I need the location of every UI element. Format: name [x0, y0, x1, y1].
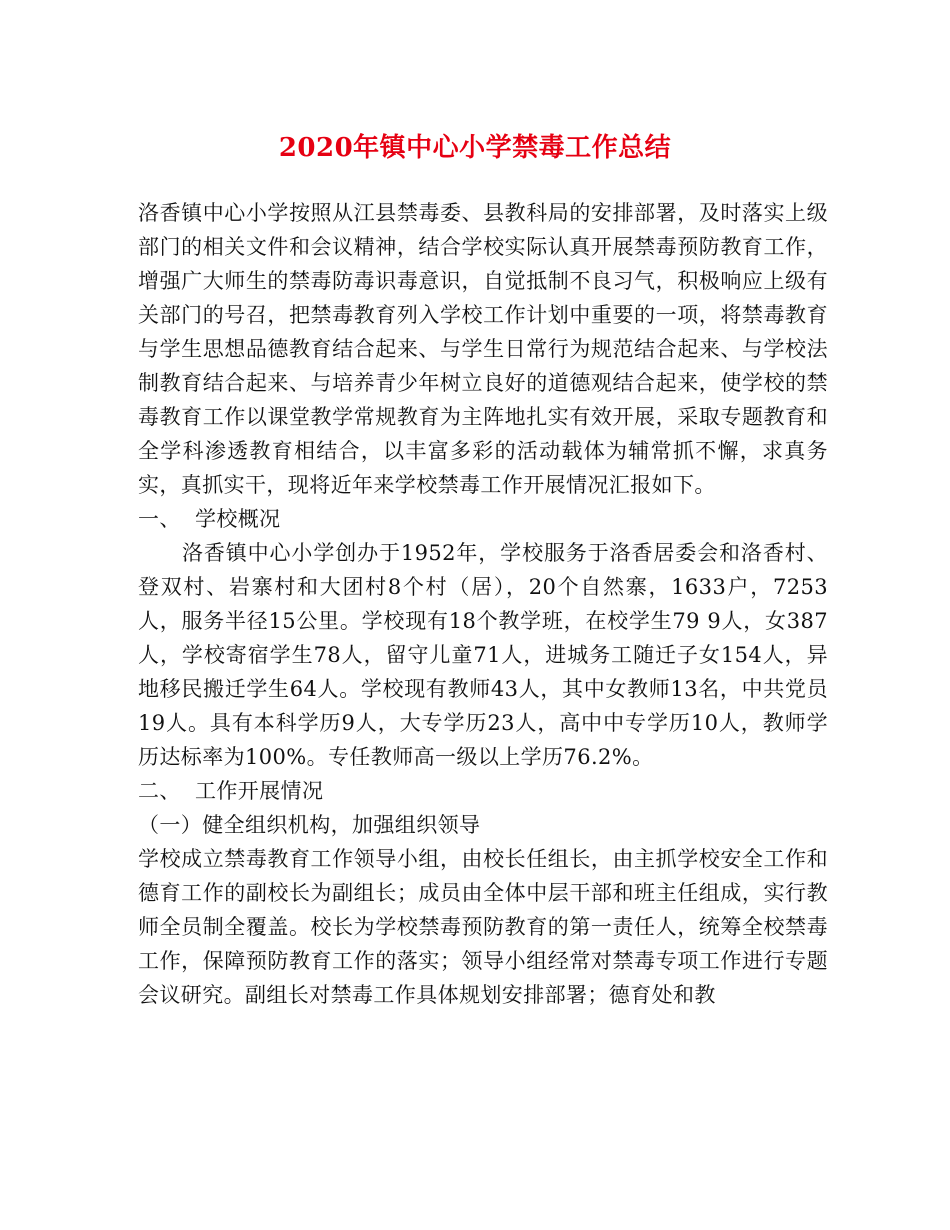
document-body [138, 196, 828, 1012]
subsection-heading-organization: （一）健全组织机构，加强组织领导 [138, 813, 481, 837]
intro-paragraph: 洛香镇中心小学按照从江县禁毒委、县教科局的安排部署，及时落实上级部门的相关文件和会议精神，结合学校实际认真开展禁毒预防教育工作，增强广大师生的禁毒防毒识毒意识，自觉抵制不良习气，积极响应上级有关部门的号召，把禁毒教育列入学校工作计划中重要的一项，将禁毒教育与学生思想品德教育结合起来、与学生日常行为规范结合起来、与学校法制教育结合起来、与培养青少年树立良好的道德观结合起来，使学校的禁毒教育工作以课堂教学常规教育为主阵地扎实有效开展，采取专题教育和全学科渗透教育相结合，以丰富多彩的活动载体为辅常抓不懈，求真务实，真抓实干，现将近年来学校禁毒工作开展情况汇报如下。 [138, 201, 828, 497]
overview-paragraph: 洛香镇中心小学创办于1952年，学校服务于洛香居委会和洛香村、登双村、岩寨村和大团村8个村（居），20个自然寨，1633户，7253人，服务半径15公里。学校现有18个教学班，在校学生79 9人，女387人，学校寄宿学生78人，留守儿童71人，进城务工随迁子女154人，异地移民搬迁学生64人。学校现有教师43人，其中女教师13名，中共党员19人。具有本科学历9人，大专学历23人，高中中专学历10人，教师学历达标率为100%。专任教师高一级以上学历76.2%。 [138, 541, 828, 769]
organization-paragraph: 学校成立禁毒教育工作领导小组，由校长任组长，由主抓学校安全工作和德育工作的副校长为副组长；成员由全体中层干部和班主任组成，实行教师全员制全覆盖。校长为学校禁毒预防教育的第一责任人，统筹全校禁毒工作，保障预防教育工作的落实；领导小组经常对禁毒专项工作进行专题会议研究。副组长对禁毒工作具体规划安排部署；德育处和教 [138, 847, 828, 1007]
document-title: 2020年镇中心小学禁毒工作总结 [278, 133, 672, 163]
section-heading-work: 二、 工作开展情况 [138, 779, 324, 803]
section-heading-overview: 一、 学校概况 [138, 507, 281, 531]
